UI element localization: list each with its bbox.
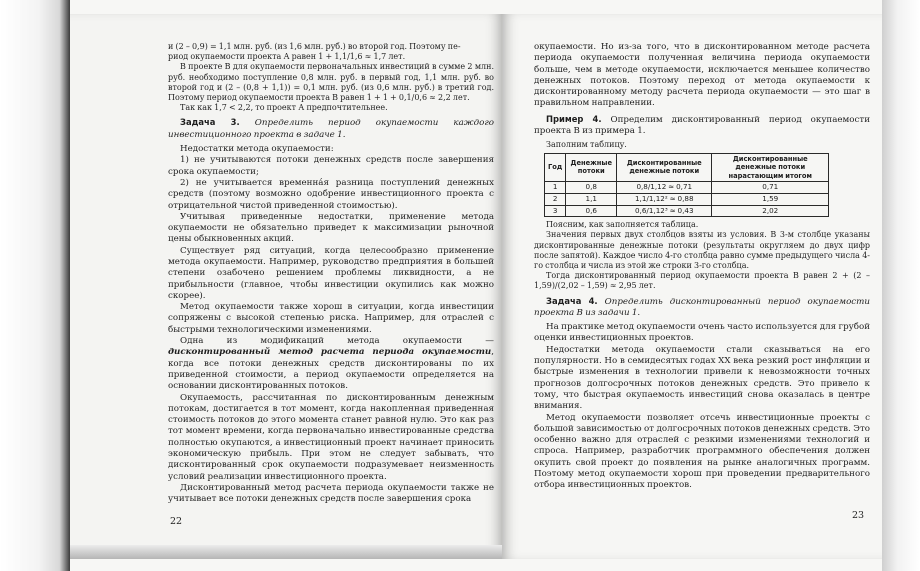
table-cell: 0,6/1,12³ ≈ 0,43 (617, 205, 712, 217)
table-cell: 1,1 (566, 193, 617, 205)
example-4-label: Пример 4. (546, 113, 602, 124)
table-cell: 0,8/1,12 ≈ 0,71 (617, 182, 712, 194)
task-4-label: Задача 4. (546, 295, 598, 306)
table-cell: 3 (545, 205, 566, 217)
task-3-text: Определить период окупаемости каждого инвестиционного проекта в задаче 1. (168, 118, 494, 140)
right-page-text (534, 42, 870, 492)
table-row (545, 205, 829, 217)
table-header: Денежные потоки (566, 153, 617, 182)
paragraph-limits: Учитывая приведенные недостатки, применение метода окупаемости не обязательно приведет к максимизации рыночной цены обыкновенных акций. (168, 211, 494, 245)
table-cell: 1,59 (712, 193, 829, 205)
paragraph-situations: Существует ряд ситуаций, когда целесообразно применение метода окупаемости. Например, руководство предприятия в большей степени озабочено решением проблемы ликвидности, а не прибыльности (главное, чтобы инвестиции окупились как можно скорее). (168, 245, 494, 301)
table-header: Дисконтированные денежные потоки нарастающим итогом (712, 153, 829, 182)
left-page-text (168, 42, 494, 506)
example-4 (534, 114, 870, 138)
table-cell: 0,8 (566, 182, 617, 194)
drawbacks-title: Недостатки метода окупаемости: (180, 144, 334, 155)
paragraph-risk: Метод окупаемости также хорош в ситуации, когда инвестиции сопряжены с высокой степенью риска. Например, для отраслей с быстрыми технологическими изменениями. (168, 302, 494, 335)
page-number-right: 23 (852, 510, 865, 521)
left-page-edge-shadow (70, 545, 502, 559)
defined-term: дисконтированный метод расчета периода окупаемости (168, 347, 492, 358)
scan-margin-right (882, 0, 920, 571)
paragraph-discounted: Окупаемость, рассчитанная по дисконтированным денежным потокам, достигается в тот момент, когда накопленная приведенная стоимость потоков до этого момента станет равной нулю. Это как раз тот момент времени, когда первоначально инвестированные средства полностью окупаются, а инвестиционный проект начинает приносить экономическую прибыль. При этом не следует забывать, что дисконтированный срок окупаемости подразумевает неизменность условий реализации инвестиционного проекта. (168, 392, 494, 482)
table-cell: 2 (545, 193, 566, 205)
page-number-left: 22 (170, 516, 183, 527)
paragraph-conclusion: Так как 1,7 < 2,2, то проект А предпочтительнее. (180, 103, 388, 113)
paragraph-final: Метод окупаемости позволяет отсечь инвестиционные проекты с большой зависимостью от долгосрочных потоков денежных средств. Это особенно важно для отраслей с резкими изменениями технологий и спроса. Например, разработчик программного обеспечения должен окупить свой проект до появления на рынке аналогичных программ. Поэтому метод окупаемости хорош при проведении предварительного отбора инвестиционных проектов. (534, 412, 870, 491)
table-explain-2: Значения первых двух столбцов взяты из условия. В 3-м столбце указаны дисконтированные денежные потоки (результаты округляем до двух цифр после запятой). Каждое число 4-го столбца равно сумме предыдущего числа 4-го столбца и числа из этой же строки 3-го столбца. (534, 230, 870, 270)
task-4 (534, 296, 870, 320)
table-cell: 1 (545, 182, 566, 194)
table-explain-1: Поясним, как заполняется таблица. (546, 220, 699, 230)
paragraph-history: Недостатки метода окупаемости стали сказываться на его популярности. Но в семидесятых годах XX века резкий рост инфляции и быстрые изменения в технологии привели к невозможности точных прогнозов долгосрочных потоков денежных средств. Это привело к тому, что быстрая окупаемость инвестиций снова оказалась в центре внимания. (534, 344, 870, 412)
paragraph-project-b: В проекте В для окупаемости первоначальных инвестиций в сумме 2 млн. руб. необходимо поступление 0,8 млн. руб. в первый год, 1,1 млн. руб. во второй год и (2 – (0,8 + 1,1)) = 0,1 млн. руб. (из 0,6 млн. руб.) в третий год. Поэтому период окупаемости проекта В равен 1 + 1 + 0,1/0,6 ≈ 2,2 лет. (168, 62, 494, 103)
table-intro: Заполним таблицу. (546, 140, 627, 150)
task-4-text: Определить дисконтированный период окупаемости проекта В из задачи 1. (534, 296, 870, 318)
table-header: Год (545, 153, 566, 182)
text-line: и (2 – 0,9) = 1,1 млн. руб. (из 1,6 млн. руб.) во второй год. Поэтому пе- (168, 42, 461, 51)
table-result: Тогда дисконтированный период окупаемости проекта В равен 2 + (2 – 1,59)/(2,02 – 1,59) ≈ 2,95 лет. (534, 271, 870, 291)
paragraph-last: Дисконтированный метод расчета периода окупаемости также не учитывает все потоки денежных средств после завершения срока (168, 482, 494, 505)
table-cell: 2,02 (712, 205, 829, 217)
scan-margin-left (0, 0, 70, 571)
paragraph-practice: На практике метод окупаемости очень часто используется для грубой оценки инвестиционных проектов. (534, 322, 870, 344)
table-header: Дисконтированные денежные потоки (617, 153, 712, 182)
table-row (545, 193, 829, 205)
paragraph-top: окупаемости. Но из-за того, что в дисконтированном методе расчета периода окупаемости полученная величина периода окупаемости больше, чем в методе окупаемости, исключается меньшее количество денежных потоков. Поэтому переход от метода окупаемости к дисконтированному методу расчета периода окупаемости — это шаг в правильном направлении. (534, 42, 870, 109)
table-cell: 0,71 (712, 182, 829, 194)
task-3-label: Задача 3. (180, 117, 240, 128)
drawback-item: 1) не учитываются потоки денежных средств после завершения срока окупаемости; (168, 155, 494, 177)
text-line: риод окупаемости проекта А равен 1 + 1,1/1,6 ≈ 1,7 лет. (168, 52, 406, 62)
paragraph-modification: Одна из модификаций метода окупаемости — дисконтированный метод расчета периода окупаемости, когда все потоки денежных средств дисконтированы по их приведенной стоимости, а период окупаемости определяется на основании дисконтированных потоков. (168, 336, 494, 392)
table-row (545, 182, 829, 194)
drawback-item: 2) не учитывается временнáя разница поступлений денежных средств (поэтому возможно одобрение инвестиционного проекта с отрицательной чистой приведенной стоимостью). (168, 177, 494, 211)
example-4-text: Определим дисконтированный период окупаемости проекта В из примера 1. (534, 114, 870, 137)
table-cell: 1,1/1,12² ≈ 0,88 (617, 193, 712, 205)
table-cell: 0,6 (566, 205, 617, 217)
discounted-table (544, 153, 829, 218)
task-3 (168, 117, 494, 141)
